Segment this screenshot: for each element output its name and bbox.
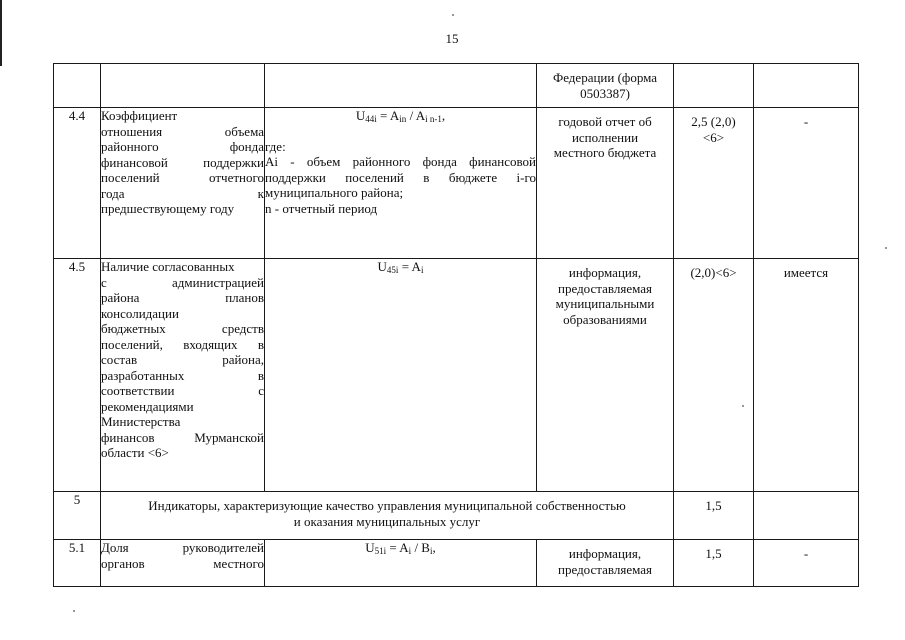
source-line: 0503387): [580, 85, 630, 101]
section-title-line: Индикаторы, характеризующие качество управления муниципальной собственностью: [148, 498, 626, 513]
definition-line: поддержки поселений в бюджете i-го: [265, 169, 536, 185]
formula-u51: $U_{51i} = A_i / B_i$,: [365, 540, 436, 556]
name-line: финансов Мурманской: [101, 429, 264, 445]
row-number: 5.1: [54, 540, 101, 587]
formula-u44: $U_{44i} = A_{in} / A_{i n-1}$,: [355, 108, 446, 124]
name-line: районного фонда: [101, 139, 264, 154]
indicator-name-cell: [101, 108, 265, 259]
cell-empty: [754, 492, 859, 540]
table-row-4-4: [54, 108, 859, 259]
target-cell: имеется: [754, 259, 859, 492]
source-line: образованиями: [563, 311, 647, 327]
scan-speck: [885, 247, 887, 249]
weight-cell: 1,5: [674, 492, 754, 540]
table-row-4-5: [54, 259, 859, 492]
indicator-name-cell: [101, 259, 265, 492]
cell-empty: [265, 64, 537, 108]
cell-empty: [754, 64, 859, 108]
source-line: информация,: [568, 265, 642, 280]
name-line: Коэффициент: [101, 108, 178, 123]
weight-line: <6>: [702, 129, 725, 145]
source-line: Федерации (форма: [552, 70, 658, 85]
cell-empty: [54, 64, 101, 108]
name-line: предшествующему году: [101, 201, 235, 216]
name-line: соответствии с: [101, 383, 264, 398]
indicator-table: [53, 63, 859, 587]
source-line: исполнении: [571, 129, 639, 145]
source-line: годовой отчет об: [558, 114, 652, 129]
target-cell: -: [754, 540, 859, 587]
name-line: Доля руководителей: [101, 540, 264, 555]
weight-cell: (2,0)<6>: [674, 259, 754, 492]
source-line: предоставляемая: [558, 280, 652, 296]
name-line: области <6>: [101, 445, 169, 460]
name-line: финансовой поддержки: [101, 154, 264, 170]
source-cell: [537, 259, 674, 492]
formula-u45: $U_{45i} = A_i$: [377, 259, 424, 275]
name-line: состав района,: [101, 352, 264, 367]
section-title-cell: [101, 492, 674, 540]
cell-empty: [101, 64, 265, 108]
name-line: года к: [101, 185, 264, 201]
where-label: где:: [265, 138, 286, 154]
scan-speck: [73, 610, 75, 612]
name-line: рекомендациями: [101, 398, 194, 414]
table-row-5-1: [54, 540, 859, 587]
name-line: поселений отчетного: [101, 170, 264, 185]
source-line: предоставляемая: [558, 561, 652, 577]
name-line: Министерства: [101, 414, 181, 429]
name-line: разработанных в: [101, 367, 264, 383]
target-cell: -: [754, 108, 859, 259]
name-line: бюджетных средств: [101, 321, 264, 336]
table-row-continuation: [54, 64, 859, 108]
source-cell: [537, 540, 674, 587]
formula-cell: [265, 540, 537, 587]
source-line: муниципальными: [555, 296, 655, 311]
definition-line: Ai - объем районного фонда финансовой: [265, 154, 536, 169]
table-row-5: [54, 492, 859, 540]
section-title-line: и оказания муниципальных услуг: [293, 513, 481, 529]
scan-edge-mark: [0, 0, 2, 66]
weight-line: 2,5 (2,0): [691, 114, 736, 129]
row-number: 4.5: [54, 259, 101, 492]
source-cell: [537, 108, 674, 259]
weight-cell: 1,5: [674, 540, 754, 587]
indicator-name-cell: [101, 540, 265, 587]
definition-line: муниципального района;: [265, 185, 404, 200]
name-line: консолидации: [101, 305, 179, 321]
source-line: местного бюджета: [553, 145, 657, 160]
formula-cell: [265, 108, 537, 259]
formula-cell: [265, 259, 537, 492]
cell-empty: [674, 64, 754, 108]
name-line: органов местного: [101, 555, 264, 571]
scan-speck: [452, 14, 454, 16]
source-cell: [537, 64, 674, 108]
weight-cell: [674, 108, 754, 259]
row-number: 4.4: [54, 108, 101, 259]
source-line: информация,: [568, 546, 642, 561]
name-line: Наличие согласованных: [101, 259, 235, 274]
name-line: отношения объема: [101, 123, 264, 139]
definition-line: n - отчетный период: [265, 200, 378, 216]
page-number: 15: [445, 31, 459, 46]
name-line: с администрацией: [101, 274, 264, 290]
row-number: 5: [54, 492, 101, 540]
name-line: поселений, входящих в: [101, 336, 264, 352]
name-line: района планов: [101, 290, 264, 305]
